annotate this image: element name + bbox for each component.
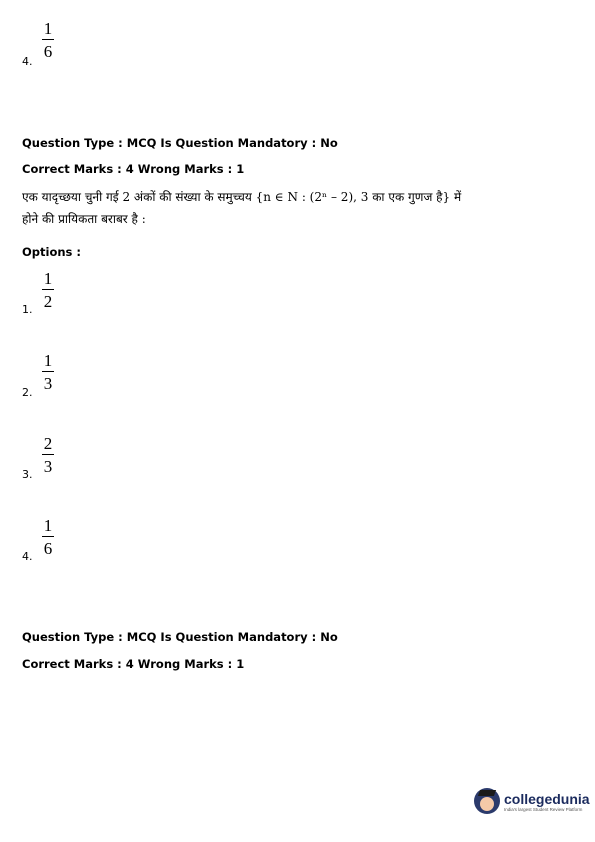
option-fraction[interactable]: [42, 270, 54, 310]
fraction-denominator: 6: [43, 42, 53, 61]
collegedunia-logo: [474, 788, 590, 814]
fraction-denominator: 2: [43, 292, 53, 311]
fraction-numerator: 1: [43, 19, 53, 38]
next-question-type-line: Question Type : MCQ Is Question Mandatory : No: [22, 630, 338, 644]
fraction-numerator: 1: [43, 269, 53, 288]
next-question-marks-line: Correct Marks : 4 Wrong Marks : 1: [22, 657, 245, 671]
question-marks-line: Correct Marks : 4 Wrong Marks : 1: [22, 162, 245, 176]
option-number: 3.: [22, 468, 33, 481]
option-fraction[interactable]: [42, 517, 54, 557]
question-type-line: Question Type : MCQ Is Question Mandatory : No: [22, 136, 338, 150]
question-text: एक यादृच्छया चुनी गई 2 अंकों की संख्या के समुच्चय {n ∈ N : (2ⁿ – 2), 3 का एक गुणज है} में होने की प्रायिकता बराबर है :: [22, 190, 462, 226]
option-fraction[interactable]: [42, 352, 54, 392]
fraction-numerator: 1: [43, 516, 53, 535]
option-fraction[interactable]: [42, 435, 54, 475]
logo-tagline: India's largest Student Review Platform: [504, 806, 583, 812]
option-number: 1.: [22, 303, 33, 316]
option-fraction: [42, 20, 54, 60]
logo-name: collegedunia: [504, 790, 590, 807]
fraction-numerator: 2: [43, 434, 53, 453]
mascot-icon: [474, 788, 500, 814]
fraction-denominator: 6: [43, 539, 53, 558]
option-number: 4.: [22, 550, 33, 563]
option-number: 4.: [22, 55, 33, 68]
option-number: 2.: [22, 386, 33, 399]
fraction-denominator: 3: [43, 457, 53, 476]
options-label: Options :: [22, 245, 81, 259]
fraction-denominator: 3: [43, 374, 53, 393]
fraction-numerator: 1: [43, 351, 53, 370]
